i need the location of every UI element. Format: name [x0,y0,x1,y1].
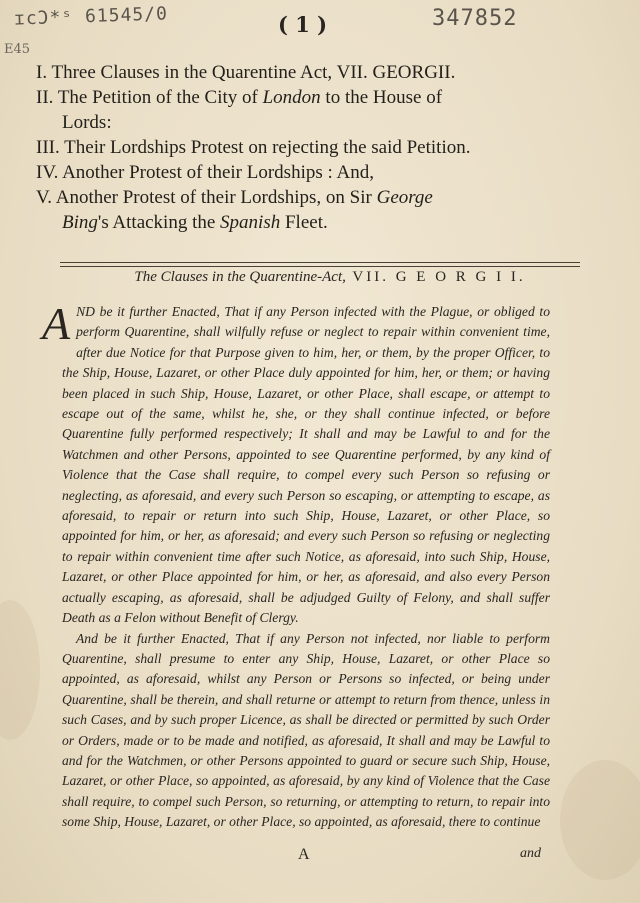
rule-line [60,262,580,263]
signature-mark: A [298,846,310,863]
contents-item-4: IV. Another Protest of their Lordships : And, [36,162,374,183]
clause-text [42,298,550,833]
contents-item-5: V. Another Protest of their Lordships, on Sir George [36,187,433,208]
contents-item-1: I. Three Clauses in the Quarentine Act, VII. GEORGII. [36,62,456,83]
contents-item-3: III. Their Lordships Protest on rejecting the said Petition. [36,137,471,158]
contents-item-2: II. The Petition of the City of London to the House of [36,87,443,108]
contents-list [36,60,611,235]
paper-stain [560,760,640,880]
corner-annotation: E45 [4,42,31,57]
contents-item-5-continuation: Bing's Attacking the Spanish Fleet. [62,212,328,233]
page-number: ( 1 ) [278,12,328,37]
contents-item-2-continuation: Lords: [62,112,112,133]
handwritten-annotation-left: ɪcƆ*ˢ 61545/0 [13,3,169,30]
clause-paragraph-1: AND be it further Enacted, That if any Person infected with the Plague, or obliged to perform Quarentine, shall wilfully refuse or neglect to repair within convenient time, after due Notice for that Purpose given to him, her, or them, by the proper Officer, to the Ship, House, Lazaret, or other Place duly appointed for him, her, or them; or having been placed in such Ship, House, Lazaret, or other Place, shall escape, or attempt to escape out of the same, whilst he, she, or they shall continue infected, or before Quarentine fully performed respectively; It shall and may be Lawful to and for the Watchmen and other Persons, appointed to see Quarentine performed, by any kind of Violence that the Case shall require, to compel every such Person so refusing or neglecting, as aforesaid, and every such Person so escaping, or attempting to escape, as aforesaid, to repair or return into such Ship, House, Lazaret, or other Place, so appointed for him, or her, as aforesaid; and every such Person so refusing or neglecting to repair within convenient time after such Notice, as aforesaid, into such Ship, House, Lazaret, or other Place appointed for him, or her, as aforesaid, and also every Person actually escaping, as aforesaid, shall be adjudged Guilty of Felony, and shall suffer Death as a Felon without Benefit of Clergy. [42,298,550,626]
catchword: and [520,846,541,861]
rule-line [60,266,580,267]
section-title: The Clauses in the Quarentine-Act, VII. G E O R G I I. [134,269,526,285]
handwritten-annotation-right: 347852 [432,6,518,31]
drop-cap: A [42,298,71,349]
paper-stain [0,600,40,740]
clause-paragraph-2: And be it further Enacted, That if any Person not infected, nor liable to perform Quarentine, shall presume to enter any Ship, House, Lazaret, or other Place so appointed, as aforesaid, whilst any Person or Persons so infected, or being under Quarentine, shall be therein, and shall returne or attempt to return from thence, unless in such Cases, and by such proper Licence, as shall be directed or permitted by such Order or Orders, made or to be made and notified, as aforesaid, It shall and may be Lawful to and for the Watchmen, or other Persons appointed to guard or secure such Ship, House, Lazaret, or other Place, so appointed, as aforesaid, by any kind of Violence that the Case shall require, to compel such Person, so returning, or attempting to return, to repair into some Ship, House, Lazaret, or other Place, so appointed, as aforesaid, there to continue [62,630,550,830]
